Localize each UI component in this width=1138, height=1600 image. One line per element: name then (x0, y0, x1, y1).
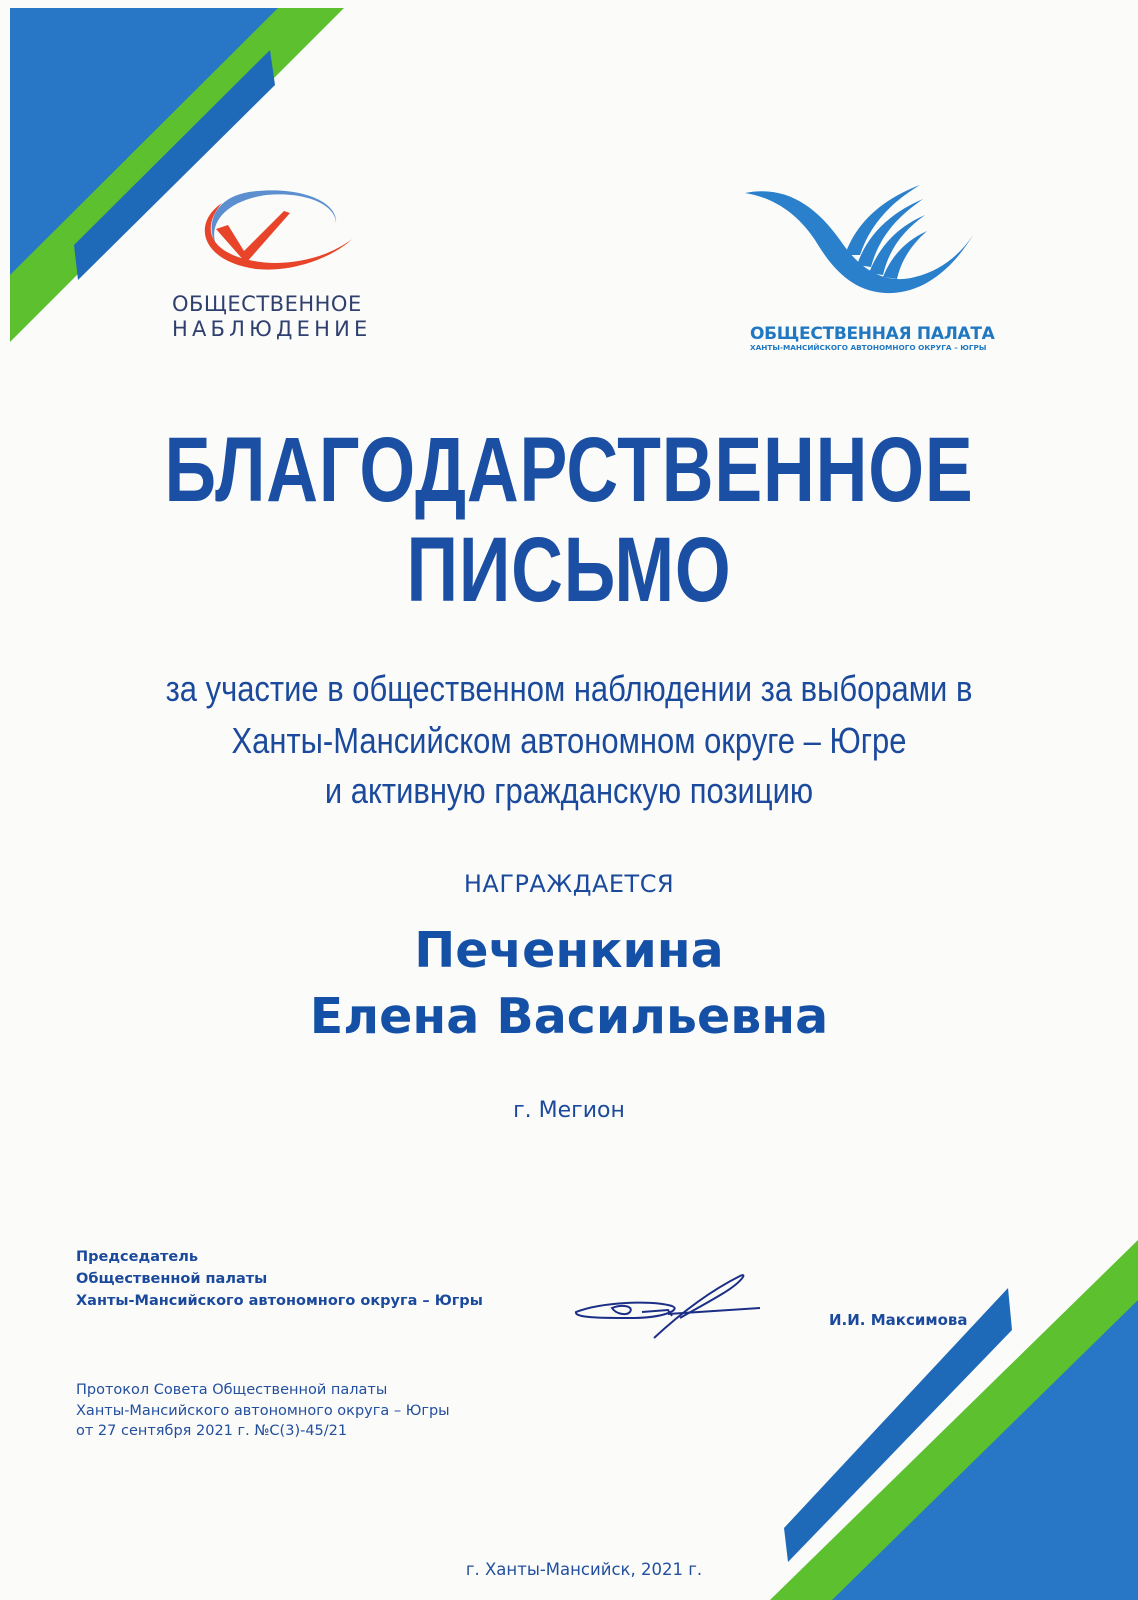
recipient-surname: Печенкина (414, 922, 724, 979)
reason-line-2: Ханты-Мансийском автономном округе – Югре (231, 720, 907, 761)
obshchestvennaya-palata-logo-title: ОБЩЕСТВЕННАЯ ПАЛАТА (750, 324, 995, 344)
protocol-line-3: от 27 сентября 2021 г. №С(3)-45/21 (76, 1423, 348, 1439)
position-line-1: Председатель (76, 1249, 199, 1265)
recipient-given-names: Елена Васильевна (309, 988, 829, 1045)
awarded-label: НАГРАЖДАЕТСЯ (463, 870, 675, 898)
reason-line-1: за участие в общественном наблюдении за выборами в (165, 668, 973, 709)
obshchestvennaya-palata-logo-subtitle: ХАНТЫ-МАНСИЙСКОГО АВТОНОМНОГО ОКРУГА – ЮГРЫ (750, 343, 987, 352)
protocol-reference (76, 1380, 450, 1442)
bottom-right-corner-decoration (740, 1240, 1138, 1600)
document-title-line1: БЛАГОДАРСТВЕННОЕ (164, 419, 974, 521)
logo-left-line1: ОБЩЕСТВЕННОЕ (172, 292, 362, 316)
logo-left-line2: НАБЛЮДЕНИЕ (172, 317, 372, 341)
protocol-line-1: Протокол Совета Общественной палаты (76, 1382, 388, 1398)
handwritten-signature-icon (572, 1272, 762, 1342)
reason-line-3: и активную гражданскую позицию (324, 770, 814, 811)
signer-name: И.И. Максимова (829, 1311, 968, 1329)
document-title-line2: ПИСЬМО (406, 519, 732, 621)
footer-place-date: г. Ханты-Мансийск, 2021 г. (465, 1560, 703, 1579)
signatory-position (76, 1246, 483, 1312)
check-swoosh-icon (186, 183, 356, 273)
position-line-2: Общественной палаты (76, 1271, 268, 1287)
recipient-city: г. Мегион (513, 1098, 625, 1123)
position-line-3: Ханты-Мансийского автономного округа – Югры (76, 1293, 483, 1309)
obshchestvennoe-nablyudenie-logo-text (172, 292, 372, 342)
protocol-line-2: Ханты-Мансийского автономного округа – Югры (76, 1402, 450, 1419)
bird-wing-icon (745, 185, 975, 295)
